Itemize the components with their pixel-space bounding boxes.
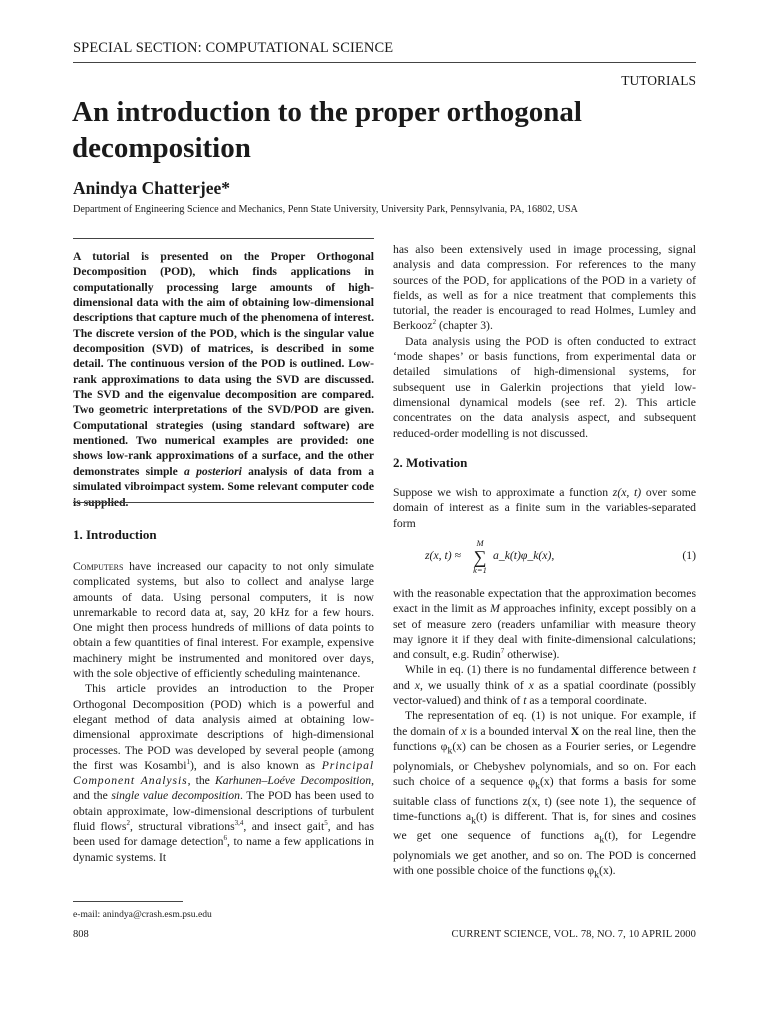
- right-column-lower: [393, 586, 696, 883]
- introduction-body: [73, 559, 374, 865]
- motivation-paragraph-3: While in eq. (1) there is no fundamental difference between t and x, we usually think of x as a spatial coordinate (possibly vector-valued) and think of t as a temporal coordinate.: [393, 663, 696, 708]
- right-paragraph-1: has also been extensively used in image processing, signal analysis and data compression. For references to the many sources of the POD, for applications of the POD in a variety of fields, as well as for a nice treatment that complements this tutorial, the reader is encouraged to read Holmes, Lumley and Berkooz$^2$ (chapter 3).: [393, 243, 696, 333]
- journal-citation-footer: CURRENT SCIENCE, VOL. 78, NO. 7, 10 APRIL 2000: [451, 929, 696, 940]
- right-column-top: [393, 242, 696, 441]
- section-header: SPECIAL SECTION: COMPUTATIONAL SCIENCE: [73, 40, 394, 56]
- right-paragraph-2: Data analysis using the POD is often conducted to extract ‘mode shapes’ or basis functions, from experimental data or detailed simulations of high-dimensional systems, for subsequent use in Galerkin projections that yield low-dimensional dynamical models (see ref. 2). This article concentrates on the data analysis aspect, and subsequent reduced-order modelling is not discussed.: [393, 334, 696, 440]
- equation-rhs: a_k(t)φ_k(x),: [493, 549, 555, 562]
- abstract: A tutorial is presented on the Proper Orthogonal Decomposition (POD), which finds applications in computationally processing large amounts of high-dimensional data with the aim of obtaining low-dimensional descriptions that capture much of the phenomena of interest. The discrete version of the POD, which is the singular value decomposition (SVD) of matrices, is described in some detail. The continuous version of the POD is outlined. Low-rank approximations to data using the SVD are discussed. The SVD and the eigenvalue decomposition are compared. Two geometric interpretations of the SVD/POD are given. Computational strategies (using standard software) are mentioned. Two numerical examples are provided: one shows low-rank approximations of a surface, and the other demonstrates simple a posteriori analysis of data from a simulated vibroimpact system. Some relevant computer code is supplied.: [73, 250, 375, 509]
- equation-lhs: z(x, t) ≈: [425, 549, 461, 562]
- equation-number: (1): [682, 549, 696, 562]
- category-label: TUTORIALS: [621, 73, 696, 88]
- motivation-paragraph-2: with the reasonable expectation that the approximation becomes exact in the limit as M approaches infinity, except possibly on a set of measure zero (readers unfamiliar with measure theory may ignore it if they deal with finite-dimensional calculations; and consult, e.g. Rudin$^7$ otherwise).: [393, 587, 696, 662]
- author-name: Anindya Chatterjee*: [73, 178, 230, 198]
- author-affiliation: Department of Engineering Science and Mechanics, Penn State University, University Park, Pennsylvania, PA, 16802, USA: [73, 204, 578, 215]
- motivation-paragraph-1: Suppose we wish to approximate a function z(x, t) over some domain of interest as a finite sum in the variables-separated form: [393, 486, 697, 530]
- motivation-paragraph-4: The representation of eq. (1) is not unique. For example, if the domain of x is a bounded interval X on the real line, then the functions $\varphi_k(x)$ can be chosen as a Fourier series, or Legendre polynomials, or Chebyshev polynomials, and so on. For each such choice of a sequence $\varphi_k(x)$ that forms a basis for some suitable class of functions z(x, t) (see note 1), the sequence of time-functions $a_k(t)$ is different. That is, for sines and cosines we get one sequence of functions $a_k(t)$, for Legendre polynomials we get another, and so on. The POD is concerned with one possible choice of the functions $\varphi_k(x)$.: [393, 709, 697, 881]
- author-email-footnote: e-mail: anindya@crash.esm.psu.edu: [73, 909, 212, 920]
- page-number: 808: [73, 929, 89, 940]
- introduction-paragraph-2: This article provides an introduction to the Proper Orthogonal Decomposition (POD) which is a powerful and elegant method of data analysis aimed at obtaining low-dimensional approximate descriptions of high-dimensional processes. The POD was developed by several people (among the first was Kosambi$^1$), and is also known as Principal Component Analysis, the Karhunen–Loéve Decomposition, and the single value decomposition. The POD has been used to obtain approximate, low-dimensional descriptions of turbulent fluid flows$^2$, structural vibrations$^{3,4}$, and insect gait$^5$, and has been used for damage detection$^6$, to name a few applications in dynamic systems. It: [73, 682, 375, 864]
- article-title: An introduction to the proper orthogonal decomposition: [72, 96, 582, 164]
- summation-symbol: M ∑ k=1: [473, 538, 487, 575]
- motivation-heading: 2. Motivation: [393, 455, 468, 470]
- equation-1: [393, 539, 696, 583]
- footnote-rule: [73, 901, 183, 902]
- abstract-rule-bottom: [73, 502, 374, 503]
- abstract-italic-term: a posteriori: [184, 464, 242, 478]
- abstract-rule-top: [73, 238, 374, 239]
- introduction-paragraph-1: Computers have increased our capacity to not only simulate complicated systems, but also to collect and analyse large amounts of data. Using personal computers, it is now unremarkable to record data at, say, 20 kHz for a few hours. One might then process hundreds of millions of data points to obtain a few quantities of final interest. For example, expensive machinery might be instrumented and monitored over days, with the sole objective of efficiently scheduling maintenance.: [73, 560, 374, 681]
- header-rule: [73, 62, 696, 63]
- introduction-heading: 1. Introduction: [73, 527, 157, 542]
